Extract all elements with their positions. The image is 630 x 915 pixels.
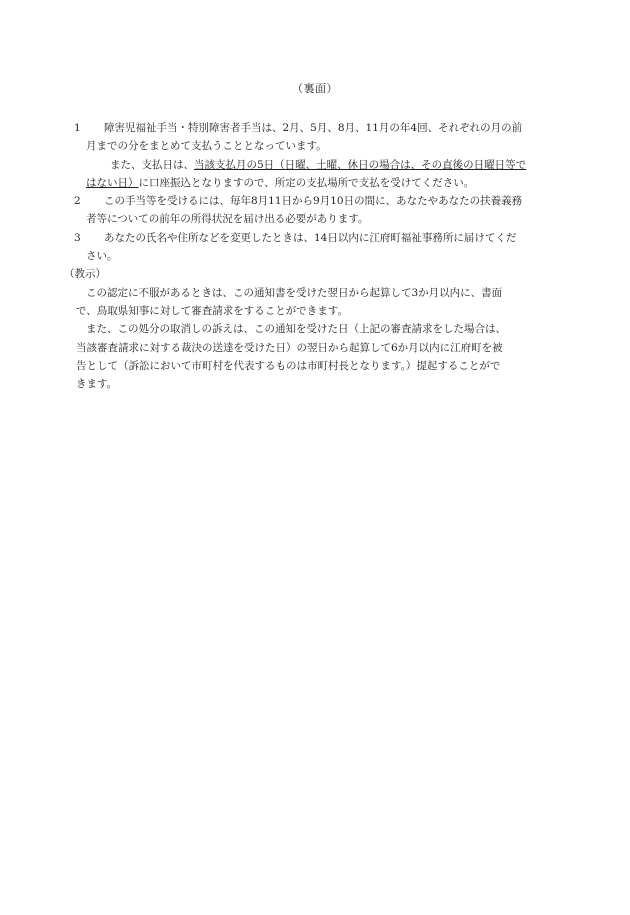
instruction-title: （教示） xyxy=(64,268,106,281)
payment-date-underlined: 当該支払月の5日（日曜、土曜、休日の場合は、その直後の日曜日等で xyxy=(194,158,527,171)
instruction-text-line: また、この処分の取消しの訴えは、この通知を受けた日（上記の審査請求をした場合は、 xyxy=(86,323,506,336)
payment-date-underlined-2: はない日） xyxy=(86,176,139,189)
notice-item-1 xyxy=(64,119,586,192)
page-heading: （裏面） xyxy=(292,82,338,95)
item-text-line: さい。 xyxy=(86,250,118,263)
item-number: 1 xyxy=(74,122,81,134)
notice-item-2 xyxy=(64,192,586,229)
instruction-text-line: きます。 xyxy=(76,378,118,391)
payment-date-line xyxy=(64,156,586,174)
instruction-text-line: で、鳥取県知事に対して審査請求をすることができます。 xyxy=(76,304,348,317)
instruction-section xyxy=(64,265,586,393)
document-body xyxy=(64,119,586,393)
item-number: 3 xyxy=(74,231,81,244)
instruction-text-line: 当該審査請求に対する裁決の送達を受けた日）の翌日から起算して6か月以内に江府町を被 xyxy=(76,341,503,354)
item-number: 2 xyxy=(74,195,81,208)
payment-date-line-2 xyxy=(64,174,586,192)
item-text-line: 月までの分をまとめて支払うこととなっています。 xyxy=(86,140,327,153)
instruction-text-line: この認定に不服があるときは、この通知書を受けた翌日から起算して3か月以内に、書面 xyxy=(86,286,503,299)
item-text-line: あなたの氏名や住所などを変更したときは、14日以内に江府町福祉事務所に届けてくだ xyxy=(104,231,517,244)
payment-date-suffix: に口座振込となりますので、所定の支払場所で支払を受けてください。 xyxy=(138,176,475,189)
instruction-text-line: 告として（訴訟において市町村を代表するものは市町村長となります。）提起することがで xyxy=(76,359,501,372)
notice-item-3 xyxy=(64,229,586,266)
item-text-line: 障害児福祉手当・特別障害者手当は、2月、5月、8月、11月の年4回、それぞれの月の前 xyxy=(104,122,523,134)
payment-date-prefix: また、支払日は、 xyxy=(110,158,194,171)
item-text-line: 者等についての前年の所得状況を届け出る必要があります。 xyxy=(86,213,369,226)
item-text-line: この手当等を受けるには、毎年8月11日から9月10日の間に、あなたやあなたの扶養義務 xyxy=(104,195,523,208)
